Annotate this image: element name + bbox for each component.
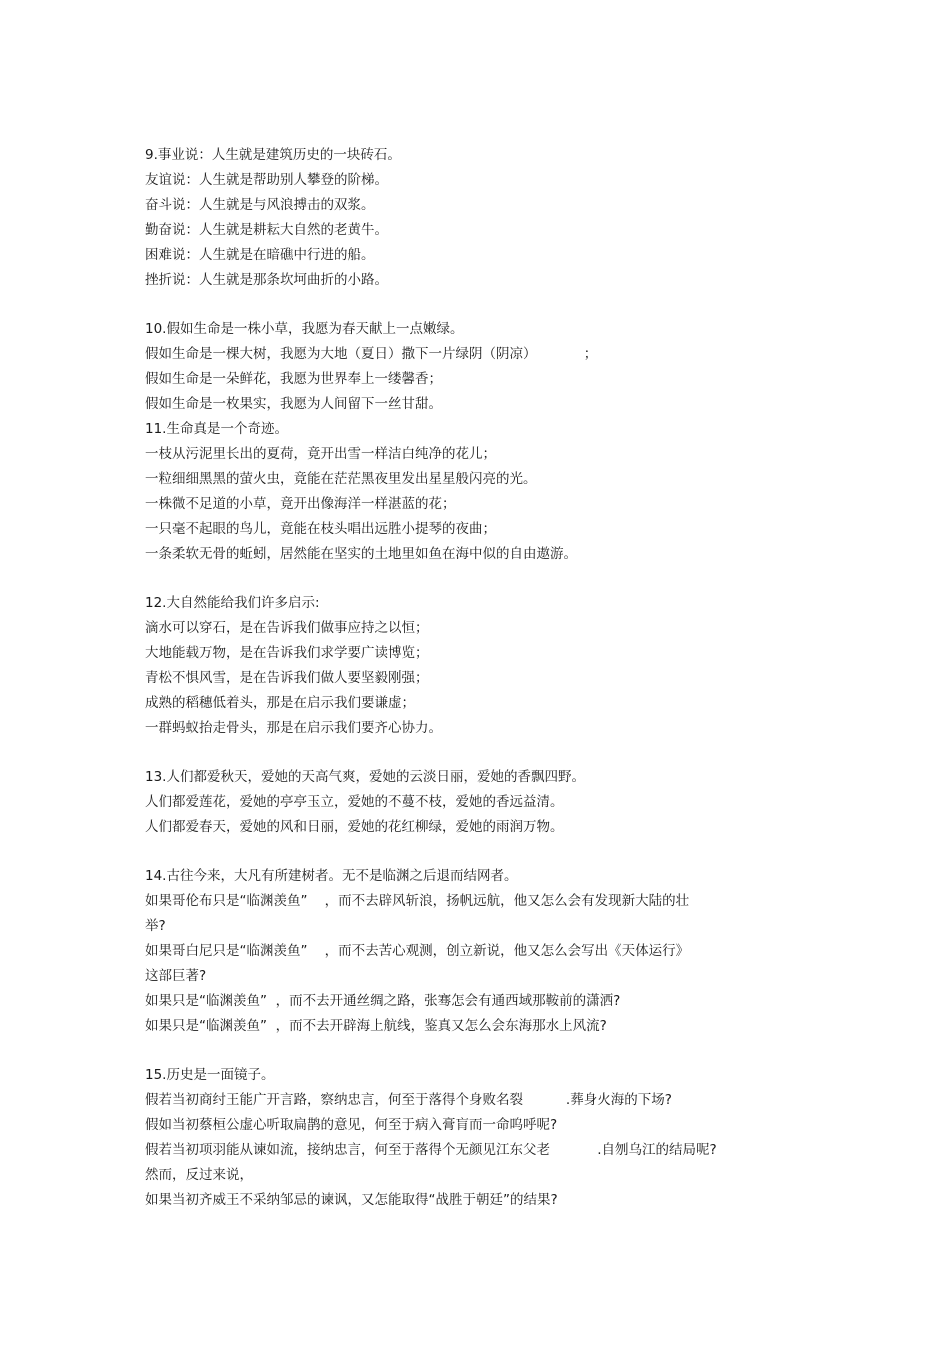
text-line: 10.假如生命是一株小草，我愿为春天献上一点嫩绿。 <box>145 321 464 337</box>
document-body <box>145 143 805 1237</box>
text-line: 如果只是“临渊羡鱼” ，而不去开辟海上航线，鉴真又怎么会东海那水上风流? <box>145 1018 607 1034</box>
text-line: 挫折说：人生就是那条坎坷曲折的小路。 <box>145 272 388 288</box>
text-line: 假若当初项羽能从谏如流，接纳忠言，何至于落得个无颜见江东父老 .自刎乌江的结局呢? <box>145 1142 717 1158</box>
text-line: 人们都爱春天，爱她的风和日丽，爱她的花红柳绿，爱她的雨润万物。 <box>145 819 564 835</box>
text-line: 这部巨著? <box>145 968 207 984</box>
text-line: 14.古往今来，大凡有所建树者。无不是临渊之后退而结网者。 <box>145 868 518 884</box>
text-section <box>145 143 805 293</box>
text-line: 一枝从污泥里长出的夏荷，竟开出雪一样洁白纯净的花儿； <box>145 446 496 462</box>
text-line: 青松不惧风雪，是在告诉我们做人要坚毅刚强； <box>145 670 429 686</box>
text-line: 12.大自然能给我们许多启示: <box>145 595 320 611</box>
text-section <box>145 591 805 741</box>
text-line: 一群蚂蚁抬走骨头，那是在启示我们要齐心协力。 <box>145 720 442 736</box>
text-line: 一株微不足道的小草，竟开出像海洋一样湛蓝的花； <box>145 496 456 512</box>
text-line: 如果当初齐威王不采纳邹忌的谏讽，又怎能取得“战胜于朝廷”的结果? <box>145 1192 558 1208</box>
text-line: 勤奋说：人生就是耕耘大自然的老黄牛。 <box>145 222 388 238</box>
text-line: 然而，反过来说， <box>145 1167 253 1183</box>
text-line: 假如生命是一枚果实，我愿为人间留下一丝甘甜。 <box>145 396 442 412</box>
text-line: 如果只是“临渊羡鱼” ，而不去开通丝绸之路，张骞怎会有通西域那鞍前的潇洒? <box>145 993 621 1009</box>
text-line: 15.历史是一面镜子。 <box>145 1067 275 1083</box>
text-line: 举? <box>145 918 166 934</box>
text-line: 滴水可以穿石，是在告诉我们做事应持之以恒； <box>145 620 429 636</box>
text-line: 奋斗说：人生就是与风浪搏击的双浆。 <box>145 197 375 213</box>
text-line: 一只毫不起眼的鸟儿，竟能在枝头唱出远胜小提琴的夜曲； <box>145 521 496 537</box>
text-line: 成熟的稻穗低着头，那是在启示我们要谦虚； <box>145 695 415 711</box>
text-line: 9.事业说：人生就是建筑历史的一块砖石。 <box>145 147 401 163</box>
text-line: 假若当初商纣王能广开言路，察纳忠言，何至于落得个身败名裂 .葬身火海的下场? <box>145 1092 672 1108</box>
text-line: 一条柔软无骨的蚯蚓，居然能在坚实的土地里如鱼在海中似的自由遨游。 <box>145 546 577 562</box>
text-line: 13.人们都爱秋天，爱她的天高气爽，爱她的云淡日丽，爱她的香飘四野。 <box>145 769 585 785</box>
text-line: 人们都爱莲花，爱她的亭亭玉立，爱她的不蔓不枝，爱她的香远益清。 <box>145 794 564 810</box>
text-line: 假如生命是一棵大树，我愿为大地（夏日）撒下一片绿阴（阴凉） ； <box>145 346 598 362</box>
text-line: 如果哥白尼只是“临渊羡鱼” ，而不去苦心观测，创立新说，他又怎么会写出《天体运行》 <box>145 943 690 959</box>
text-line: 假如生命是一朵鲜花，我愿为世界奉上一缕馨香； <box>145 371 442 387</box>
text-line: 假如当初蔡桓公虚心听取扁鹊的意见，何至于病入膏肓而一命呜呼呢? <box>145 1117 558 1133</box>
text-section <box>145 765 805 840</box>
text-section <box>145 1063 805 1213</box>
text-line: 友谊说：人生就是帮助别人攀登的阶梯。 <box>145 172 388 188</box>
text-section <box>145 317 805 567</box>
text-line: 11.生命真是一个奇迹。 <box>145 421 288 437</box>
text-line: 大地能载万物，是在告诉我们求学要广读博览； <box>145 645 429 661</box>
text-section <box>145 864 805 1039</box>
text-line: 如果哥伦布只是“临渊羡鱼” ，而不去辟风斩浪，扬帆远航，他又怎么会有发现新大陆的壮 <box>145 893 690 909</box>
text-line: 困难说：人生就是在暗礁中行进的船。 <box>145 247 375 263</box>
text-line: 一粒细细黑黑的萤火虫，竟能在茫茫黑夜里发出星星般闪亮的光。 <box>145 471 537 487</box>
